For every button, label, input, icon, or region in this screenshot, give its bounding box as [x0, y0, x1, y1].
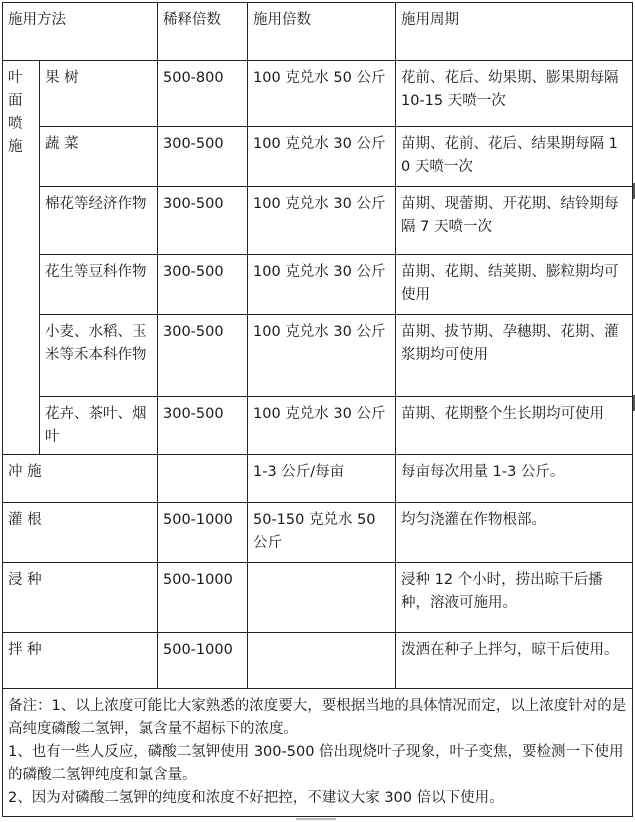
method-cell: 灌 根 [3, 503, 158, 563]
dilution-cell [158, 455, 248, 503]
header-row [3, 3, 633, 61]
dilution-cell: 300-500 [158, 255, 248, 315]
crop-cell: 棉花等经济作物 [40, 187, 158, 255]
header-method: 施用方法 [3, 3, 158, 61]
page-bottom-mark [296, 818, 336, 820]
dilution-cell: 500-1000 [158, 563, 248, 633]
amount-cell [248, 563, 396, 633]
table-row [3, 315, 633, 397]
period-cell: 苗期、花期、结荚期、膨粒期均可使用 [396, 255, 633, 315]
table-row [3, 633, 633, 689]
amount-cell: 100 克兑水 50 公斤 [248, 61, 396, 127]
dilution-cell: 500-800 [158, 61, 248, 127]
period-cell: 苗期、花前、花后、结果期每隔 10 天喷一次 [396, 127, 633, 187]
period-cell: 均匀浇灌在作物根部。 [396, 503, 633, 563]
notes-box [2, 689, 633, 817]
crop-cell: 果 树 [40, 61, 158, 127]
crop-cell: 小麦、水稻、玉米等禾本科作物 [40, 315, 158, 397]
amount-cell: 100 克兑水 30 公斤 [248, 127, 396, 187]
document [2, 2, 632, 817]
note-line: 1、也有一些人反应，磷酸二氢钾使用 300-500 倍出现烧叶子现象，叶子变焦，要检测一下使用的磷酸二氢钾纯度和氯含量。 [8, 744, 624, 783]
dilution-cell: 500-1000 [158, 633, 248, 689]
method-cell: 浸 种 [3, 563, 158, 633]
dilution-cell: 300-500 [158, 187, 248, 255]
dilution-cell: 300-500 [158, 315, 248, 397]
amount-cell: 100 克兑水 30 公斤 [248, 397, 396, 455]
table-row [3, 563, 633, 633]
period-cell: 花前、花后、幼果期、膨果期每隔 10-15 天喷一次 [396, 61, 633, 127]
amount-cell [248, 633, 396, 689]
note-line: 2、因为对磷酸二氢钾的纯度和浓度不好把控，不建议大家 300 倍以下使用。 [8, 790, 504, 806]
header-amount: 施用倍数 [248, 3, 396, 61]
crop-cell: 花卉、茶叶、烟叶 [40, 397, 158, 455]
header-period: 施用周期 [396, 3, 633, 61]
table-row [3, 255, 633, 315]
method-cell: 冲 施 [3, 455, 158, 503]
method-foliar-label: 叶面喷施 [8, 70, 23, 155]
amount-cell: 100 克兑水 30 公斤 [248, 255, 396, 315]
dilution-cell: 300-500 [158, 397, 248, 455]
dilution-cell: 300-500 [158, 127, 248, 187]
dilution-cell: 500-1000 [158, 503, 248, 563]
table-row [3, 455, 633, 503]
period-cell: 苗期、现蕾期、开花期、结铃期每隔 7 天喷一次 [396, 187, 633, 255]
amount-cell: 100 克兑水 30 公斤 [248, 187, 396, 255]
method-cell: 拌 种 [3, 633, 158, 689]
period-cell: 苗期、拔节期、孕穗期、花期、灌浆期均可使用 [396, 315, 633, 397]
amount-cell: 100 克兑水 30 公斤 [248, 315, 396, 397]
period-cell: 泼洒在种子上拌匀，晾干后使用。 [396, 633, 633, 689]
table-row [3, 503, 633, 563]
fertilizer-usage-table [2, 2, 633, 689]
period-cell: 浸种 12 个小时，捞出晾干后播种，溶液可施用。 [396, 563, 633, 633]
header-dilution: 稀释倍数 [158, 3, 248, 61]
method-foliar [3, 61, 40, 455]
note-line: 备注：1、以上浓度可能比大家熟悉的浓度要大，要根据当地的具体情况而定，以上浓度针对的是高纯度磷酸二氢钾，氯含量不超标下的浓度。 [8, 698, 627, 737]
crop-cell: 花生等豆科作物 [40, 255, 158, 315]
amount-cell: 50-150 克兑水 50 公斤 [248, 503, 396, 563]
table-row [3, 127, 633, 187]
crop-cell: 蔬 菜 [40, 127, 158, 187]
table-row [3, 397, 633, 455]
amount-cell: 1-3 公斤/每亩 [248, 455, 396, 503]
period-cell: 苗期、花期整个生长期均可使用 [396, 397, 633, 455]
table-row [3, 187, 633, 255]
table-row [3, 61, 633, 127]
period-cell: 每亩每次用量 1-3 公斤。 [396, 455, 633, 503]
